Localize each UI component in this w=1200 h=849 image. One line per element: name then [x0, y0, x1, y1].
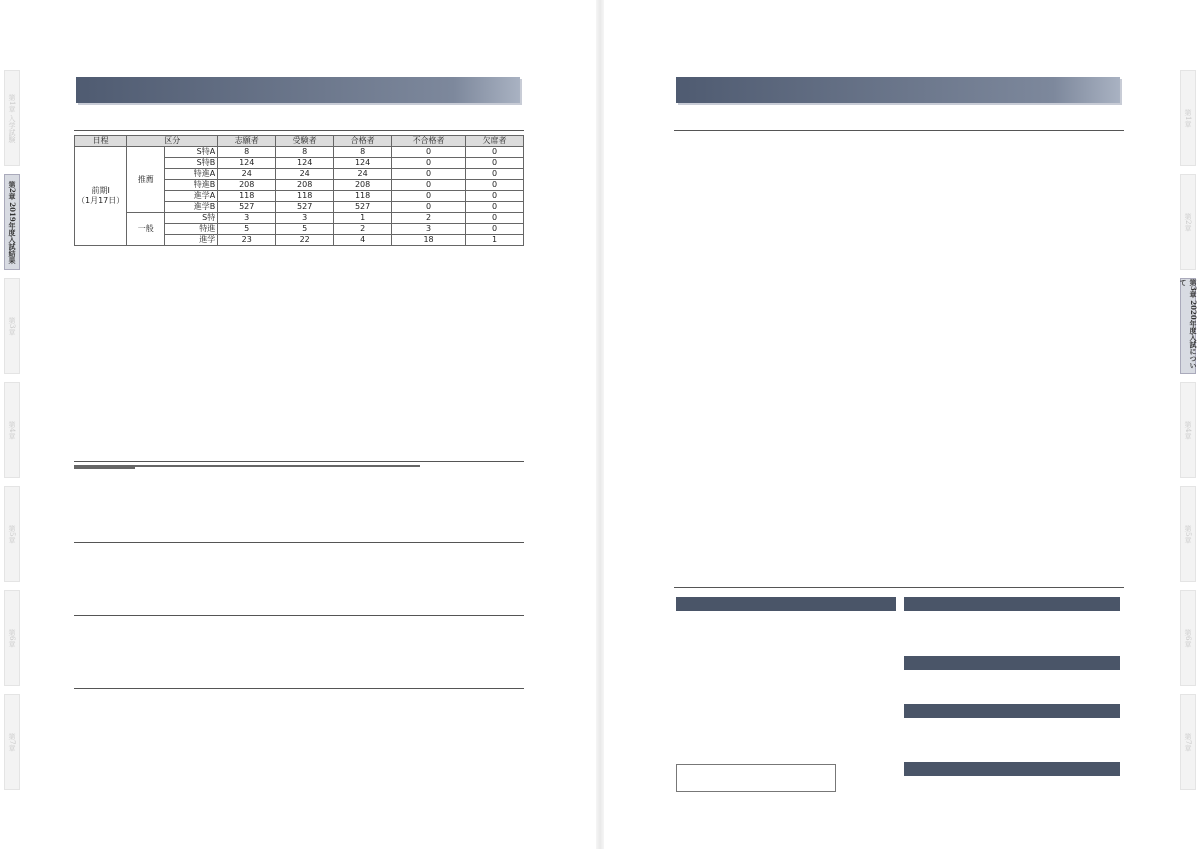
- bus-note-box: [676, 764, 836, 792]
- results-header-cell: 区分: [127, 136, 218, 147]
- results-value-cell: 0: [466, 224, 524, 235]
- results-value-cell: 0: [392, 158, 466, 169]
- results-header-cell: 合格者: [334, 136, 392, 147]
- results-value-cell: 8: [276, 147, 334, 158]
- right-page: [600, 0, 1200, 849]
- results-kubun-cell: 一般: [127, 213, 165, 246]
- results-value-cell: S特B: [165, 158, 218, 169]
- results-value-cell: 0: [466, 180, 524, 191]
- results-value-cell: 3: [276, 213, 334, 224]
- results-value-cell: 527: [334, 202, 392, 213]
- results-value-cell: 0: [466, 169, 524, 180]
- chapter-tab: 第3章: [4, 278, 20, 374]
- divider: [674, 130, 1124, 131]
- results-value-cell: 118: [334, 191, 392, 202]
- right-chapter-tabs: [1180, 70, 1196, 790]
- results-value-cell: 118: [218, 191, 276, 202]
- chapter-tab: 第7章: [4, 694, 20, 790]
- results-value-cell: 0: [466, 147, 524, 158]
- results-value-cell: 0: [466, 202, 524, 213]
- kokai-bar: [904, 704, 1120, 718]
- chapter-tab: 第5章: [1180, 486, 1196, 582]
- day-date: （1月17日）: [77, 196, 125, 205]
- chapter-3-title: [676, 77, 1120, 103]
- results-value-cell: 0: [466, 191, 524, 202]
- results-row: [75, 213, 524, 224]
- results-kubun-cell: 推薦: [127, 147, 165, 213]
- results-value-cell: 124: [218, 158, 276, 169]
- max-score-table: [74, 465, 420, 469]
- results-value-cell: 0: [466, 158, 524, 169]
- results-value-cell: 0: [392, 191, 466, 202]
- results-value-cell: 18: [392, 235, 466, 246]
- chapter-tab: 第2章 2019年度入試結果: [4, 174, 20, 270]
- results-table: [74, 135, 524, 246]
- chapter-2-title: [76, 77, 520, 103]
- max-row-label: [75, 468, 135, 469]
- results-value-cell: 4: [334, 235, 392, 246]
- results-value-cell: 208: [218, 180, 276, 191]
- setsumei-bar: [676, 597, 896, 611]
- results-value-cell: 0: [392, 147, 466, 158]
- results-value-cell: 1: [334, 213, 392, 224]
- divider: [74, 130, 524, 131]
- divider: [74, 615, 524, 616]
- results-value-cell: 5: [218, 224, 276, 235]
- results-value-cell: 8: [218, 147, 276, 158]
- results-value-cell: 2: [392, 213, 466, 224]
- max-head-2: [277, 466, 420, 467]
- results-value-cell: 527: [276, 202, 334, 213]
- chapter-tab: 第3章 2020年度入試について: [1180, 278, 1196, 374]
- results-value-cell: 特進A: [165, 169, 218, 180]
- results-value-cell: 8: [334, 147, 392, 158]
- shoryo-bar: [904, 656, 1120, 670]
- results-value-cell: 118: [276, 191, 334, 202]
- chapter-tab: 第4章: [1180, 382, 1196, 478]
- results-value-cell: 208: [276, 180, 334, 191]
- divider: [674, 587, 1124, 588]
- chapter-tab: 第5章: [4, 486, 20, 582]
- chapter-tab: 第4章: [4, 382, 20, 478]
- results-value-cell: 0: [392, 202, 466, 213]
- results-value-cell: 208: [334, 180, 392, 191]
- results-value-cell: S特A: [165, 147, 218, 158]
- divider: [74, 461, 524, 462]
- page-gutter: [596, 0, 604, 849]
- chapter-tab: 第6章: [1180, 590, 1196, 686]
- results-value-cell: 3: [218, 213, 276, 224]
- results-header-cell: 日程: [75, 136, 127, 147]
- day-label: 前期Ⅰ: [91, 186, 110, 195]
- chapter-tab: 第2章: [1180, 174, 1196, 270]
- results-value-cell: S特: [165, 213, 218, 224]
- results-header-cell: 志願者: [218, 136, 276, 147]
- results-value-cell: 進学A: [165, 191, 218, 202]
- results-row: [75, 147, 524, 158]
- results-value-cell: 22: [276, 235, 334, 246]
- max-value-row: [75, 468, 420, 469]
- kobetsu-bar: [904, 762, 1120, 776]
- results-value-cell: 進学: [165, 235, 218, 246]
- results-value-cell: 24: [276, 169, 334, 180]
- results-value-cell: 24: [334, 169, 392, 180]
- results-value-cell: 0: [466, 213, 524, 224]
- results-value-cell: 進学B: [165, 202, 218, 213]
- results-value-cell: 124: [276, 158, 334, 169]
- chapter-tab: 第1章: [1180, 70, 1196, 166]
- results-value-cell: 0: [392, 180, 466, 191]
- results-value-cell: 特進: [165, 224, 218, 235]
- results-value-cell: 1: [466, 235, 524, 246]
- jugyo-bar: [904, 597, 1120, 611]
- results-day-cell: [75, 147, 127, 246]
- results-value-cell: 124: [334, 158, 392, 169]
- left-chapter-tabs: [4, 70, 20, 790]
- chapter-tab: 第7章: [1180, 694, 1196, 790]
- results-header-cell: 不合格者: [392, 136, 466, 147]
- results-header-cell: 受験者: [276, 136, 334, 147]
- max-head-1: [135, 466, 278, 467]
- chapter-tab: 第6章: [4, 590, 20, 686]
- results-value-cell: 3: [392, 224, 466, 235]
- results-value-cell: 0: [392, 169, 466, 180]
- chapter-tab: 第1章 入学試験: [4, 70, 20, 166]
- results-value-cell: 2: [334, 224, 392, 235]
- results-header-cell: 欠席者: [466, 136, 524, 147]
- results-value-cell: 527: [218, 202, 276, 213]
- results-value-cell: 24: [218, 169, 276, 180]
- results-value-cell: 5: [276, 224, 334, 235]
- results-header-row: [75, 136, 524, 147]
- divider: [74, 542, 524, 543]
- results-value-cell: 特進B: [165, 180, 218, 191]
- results-value-cell: 23: [218, 235, 276, 246]
- divider: [74, 688, 524, 689]
